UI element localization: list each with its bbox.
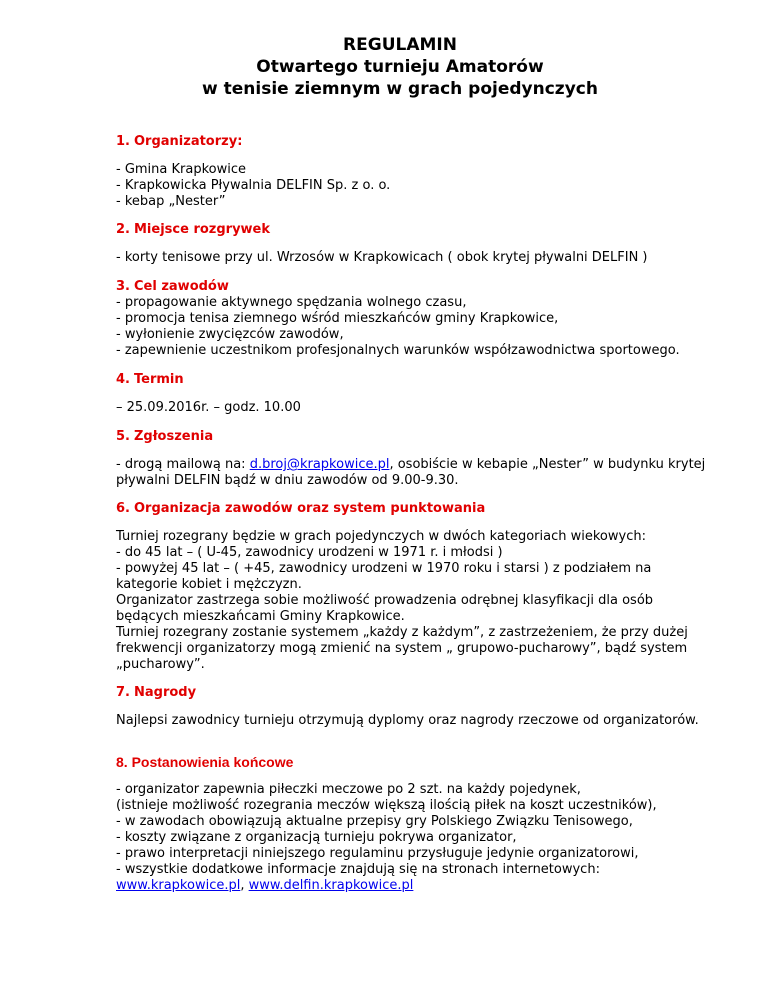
section-heading-5: 5. Zgłoszenia <box>116 429 214 444</box>
section-goals <box>116 279 716 359</box>
document-page <box>116 34 716 894</box>
list-item: - zapewnienie uczestnikom profesjonalnych warunków współzawodnictwa sportowego. <box>116 343 680 358</box>
section-heading-4: 4. Termin <box>116 372 184 387</box>
section-heading-2: 2. Miejsce rozgrywek <box>116 222 271 237</box>
email-link[interactable]: d.broj@krapkowice.pl <box>249 457 390 472</box>
document-title <box>100 34 700 100</box>
section-heading-6: 6. Organizacja zawodów oraz system punktowania <box>116 501 486 516</box>
paragraph-line: - powyżej 45 lat – ( +45, zawodnicy urodzeni w 1970 roku i starsi ) z podziałem na kategorie kobiet i mężczyzn. <box>116 561 652 592</box>
paragraph-line: (istnieje możliwość rozegrania meczów większą ilością piłek na koszt uczestników), <box>116 798 657 813</box>
section-heading-7: 7. Nagrody <box>116 685 197 700</box>
krapkowice-link[interactable]: www.krapkowice.pl <box>116 878 241 893</box>
section-venue <box>116 222 716 266</box>
paragraph-line: - do 45 lat – ( U-45, zawodnicy urodzeni w 1971 r. i młodsi ) <box>116 545 503 560</box>
list-item: - propagowanie aktywnego spędzania wolnego czasu, <box>116 295 467 310</box>
list-item: - Gmina Krapkowice <box>116 162 247 177</box>
paragraph-line: Turniej rozegrany zostanie systemem „każdy z każdym”, z zastrzeżeniem, że przy dużej frekwencji organizatorzy mogą zmienić na system „ grupowo-pucharowy”, bądź system „pucharowy”. <box>116 625 688 672</box>
paragraph-line: - w zawodach obowiązują aktualne przepisy gry Polskiego Związku Tenisowego, <box>116 814 633 829</box>
organizers-list <box>116 162 716 210</box>
final-provisions-text <box>116 782 716 894</box>
section-prizes <box>116 685 716 729</box>
links-line: www.krapkowice.pl, www.delfin.krapkowice.pl <box>116 878 414 893</box>
section-organization <box>116 501 716 673</box>
section-registration <box>116 429 716 489</box>
organization-text <box>116 529 716 673</box>
date-text: – 25.09.2016r. – godz. 10.00 <box>116 400 301 415</box>
venue-text: - korty tenisowe przy ul. Wrzosów w Krapkowicach ( obok krytej pływalni DELFIN ) <box>116 250 648 265</box>
goals-list <box>116 295 716 359</box>
paragraph-line: - organizator zapewnia piłeczki meczowe po 2 szt. na każdy pojedynek, <box>116 782 581 797</box>
delfin-link[interactable]: www.delfin.krapkowice.pl <box>248 878 414 893</box>
paragraph-line: - prawo interpretacji niniejszego regulaminu przysługuje jedynie organizatorowi, <box>116 846 639 861</box>
title-line-3: w tenisie ziemnym w grach pojedynczych <box>202 79 598 99</box>
section-heading-1: 1. Organizatorzy: <box>116 134 243 149</box>
paragraph-line: - wszystkie dodatkowe informacje znajdują się na stronach internetowych: <box>116 862 600 877</box>
paragraph-line: Turniej rozegrany będzie w grach pojedynczych w dwóch kategoriach wiekowych: <box>116 529 646 544</box>
section-final-provisions <box>116 754 716 894</box>
section-organizers <box>116 134 716 210</box>
section-date <box>116 372 716 416</box>
section-heading-3: 3. Cel zawodów <box>116 279 229 294</box>
paragraph-line: Organizator zastrzega sobie możliwość prowadzenia odrębnej klasyfikacji dla osób będących mieszkańcami Gminy Krapkowice. <box>116 593 654 624</box>
title-line-1: REGULAMIN <box>343 35 457 55</box>
list-item: - Krapkowicka Pływalnia DELFIN Sp. z o. o. <box>116 178 391 193</box>
paragraph-line: - koszty związane z organizacją turnieju pokrywa organizator, <box>116 830 517 845</box>
section-heading-8: 8. Postanowienia końcowe <box>116 754 294 770</box>
registration-text: - drogą mailową na: d.broj@krapkowice.pl, osobiście w kebapie „Nester” w budynku krytej pływalni DELFIN bądź w dniu zawodów od 9.00-9.30. <box>116 457 706 488</box>
list-item: - kebap „Nester” <box>116 194 226 209</box>
prizes-text: Najlepsi zawodnicy turnieju otrzymują dyplomy oraz nagrody rzeczowe od organizatorów. <box>116 713 699 728</box>
list-item: - wyłonienie zwycięzców zawodów, <box>116 327 344 342</box>
title-line-2: Otwartego turnieju Amatorów <box>256 57 544 77</box>
list-item: - promocja tenisa ziemnego wśród mieszkańców gminy Krapkowice, <box>116 311 559 326</box>
